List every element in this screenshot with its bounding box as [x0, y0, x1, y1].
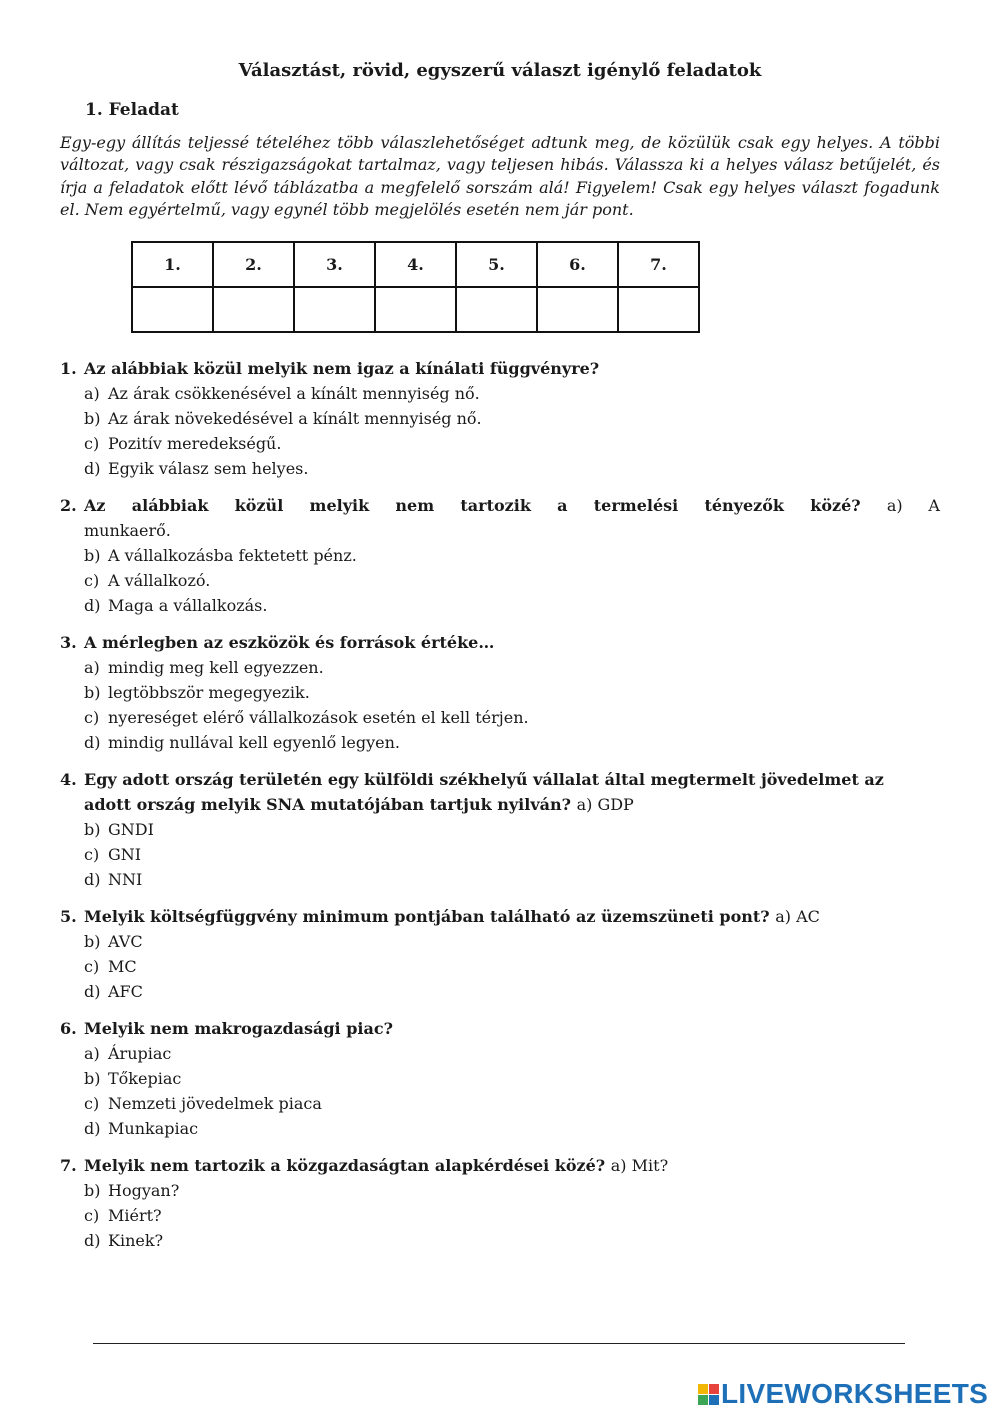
option-letter: c)	[84, 1094, 100, 1113]
answer-header-5: 5.	[456, 242, 537, 287]
logo-square-icon	[709, 1395, 719, 1405]
answer-header-3: 3.	[294, 242, 375, 287]
option-text: Kinek?	[108, 1231, 164, 1250]
option-text: Maga a vállalkozás.	[108, 596, 268, 615]
option-d	[60, 593, 940, 618]
inline-option-a: a) A	[886, 496, 940, 515]
option-letter: d)	[84, 596, 101, 615]
question-6	[60, 1016, 940, 1141]
answer-table-header-row	[132, 242, 699, 287]
answer-header-1: 1.	[132, 242, 213, 287]
option-letter: c)	[84, 1206, 100, 1225]
option-d	[60, 730, 940, 755]
option-letter: c)	[84, 571, 100, 590]
option-letter: c)	[84, 957, 100, 976]
task-heading: 1. Feladat	[85, 100, 179, 120]
option-c	[60, 842, 940, 867]
logo-square-icon	[698, 1395, 708, 1405]
question-text	[84, 767, 940, 817]
option-c	[60, 431, 940, 456]
question-5	[60, 904, 940, 1004]
question-text-main: Az alábbiak közül melyik nem tartozik a termelési tényezők közé?	[84, 496, 861, 515]
answer-cell-3[interactable]	[294, 287, 375, 332]
option-d	[60, 1228, 940, 1253]
question-text	[84, 493, 940, 518]
question-text	[84, 1153, 940, 1178]
option-c	[60, 1203, 940, 1228]
option-text: Az árak csökkenésével a kínált mennyiség nő.	[108, 384, 480, 403]
answer-table	[131, 241, 700, 333]
option-text: nyereséget elérő vállalkozások esetén el kell térjen.	[108, 708, 529, 727]
question-number: 6.	[60, 1019, 77, 1038]
option-d	[60, 1116, 940, 1141]
option-text: Nemzeti jövedelmek piaca	[108, 1094, 322, 1113]
question-number: 4.	[60, 770, 77, 789]
option-letter: a)	[84, 1044, 100, 1063]
instructions-text: Egy-egy állítás teljessé tételéhez több válaszlehetőséget adtunk meg, de közülük csak egy helyes. A többi változat, vagy csak részigazságokat tartalmaz, vagy teljesen hibás. Válassza ki a helyes válasz betűjelét, és írja a feladatok előtt lévő táblázatba a megfelelő sorszám alá! Figyelem! Csak egy helyes választ fogadunk el. Nem egyértelmű, vagy egynél több megjelölés esetén nem jár pont.	[60, 133, 940, 219]
question-text-main: Melyik nem tartozik a közgazdaságtan alapkérdései közé?	[84, 1156, 606, 1175]
option-text: GNI	[108, 845, 142, 864]
option-text: A vállalkozásba fektetett pénz.	[108, 546, 357, 565]
question-number: 3.	[60, 633, 77, 652]
option-letter: d)	[84, 1231, 101, 1250]
question-7	[60, 1153, 940, 1253]
option-text: A vállalkozó.	[108, 571, 211, 590]
question-number: 5.	[60, 907, 77, 926]
question-2	[60, 493, 940, 618]
question-text: A mérlegben az eszközök és források értéke…	[84, 633, 495, 652]
logo-mark-icon	[698, 1384, 719, 1405]
option-letter: c)	[84, 434, 100, 453]
option-text: NNI	[108, 870, 143, 889]
question-text: Melyik nem makrogazdasági piac?	[84, 1019, 393, 1038]
option-letter: b)	[84, 683, 101, 702]
option-b	[60, 406, 940, 431]
option-text: GNDI	[108, 820, 154, 839]
option-letter: d)	[84, 459, 101, 478]
option-text: Pozitív meredekségű.	[108, 434, 282, 453]
option-letter: b)	[84, 409, 101, 428]
option-text: Tőkepiac	[108, 1069, 182, 1088]
option-c	[60, 1091, 940, 1116]
question-4	[60, 767, 940, 892]
option-b	[60, 1066, 940, 1091]
answer-cell-7[interactable]	[618, 287, 699, 332]
option-letter: c)	[84, 708, 100, 727]
answer-cell-2[interactable]	[213, 287, 294, 332]
option-a-continuation: munkaerő.	[84, 521, 171, 540]
inline-option-a: a) GDP	[576, 795, 634, 814]
footer-divider	[93, 1343, 905, 1344]
question-number: 7.	[60, 1156, 77, 1175]
answer-cell-6[interactable]	[537, 287, 618, 332]
option-text: mindig meg kell egyezzen.	[108, 658, 324, 677]
option-text: legtöbbször megegyezik.	[108, 683, 310, 702]
option-letter: b)	[84, 932, 101, 951]
answer-cell-5[interactable]	[456, 287, 537, 332]
inline-option-a: a) AC	[775, 907, 820, 926]
option-letter: b)	[84, 546, 101, 565]
option-d	[60, 456, 940, 481]
answer-header-2: 2.	[213, 242, 294, 287]
question-3	[60, 630, 940, 755]
option-letter: b)	[84, 1069, 101, 1088]
question-text-main: Melyik költségfüggvény minimum pontjában található az üzemszüneti pont?	[84, 907, 770, 926]
option-b	[60, 543, 940, 568]
option-letter: d)	[84, 982, 101, 1001]
option-text: mindig nullával kell egyenlő legyen.	[108, 733, 401, 752]
option-letter: c)	[84, 845, 100, 864]
brand-name: LIVEWORKSHEETS	[721, 1378, 989, 1409]
option-letter: d)	[84, 870, 101, 889]
question-text	[84, 904, 940, 929]
liveworksheets-logo[interactable]	[698, 1378, 988, 1410]
answer-header-6: 6.	[537, 242, 618, 287]
answer-table-input-row	[132, 287, 699, 332]
option-text: Miért?	[108, 1206, 162, 1225]
inline-option-a: a) Mit?	[610, 1156, 669, 1175]
option-c	[60, 568, 940, 593]
option-c	[60, 705, 940, 730]
question-text-main: Egy adott ország területén egy külföldi székhelyű vállalat által megtermelt jövedelmet az	[84, 770, 884, 789]
question-number: 2.	[60, 496, 77, 515]
logo-square-icon	[698, 1384, 708, 1394]
option-b	[60, 1178, 940, 1203]
option-d	[60, 867, 940, 892]
option-b	[60, 929, 940, 954]
option-text: AFC	[108, 982, 143, 1001]
option-a	[60, 1041, 940, 1066]
option-a	[60, 381, 940, 406]
page-title: Választást, rövid, egyszerű választ igénylő feladatok	[238, 60, 762, 81]
question-text-continued: adott ország melyik SNA mutatójában tartjuk nyilván?	[84, 795, 571, 814]
question-list	[60, 356, 940, 1265]
answer-header-4: 4.	[375, 242, 456, 287]
option-text: Hogyan?	[108, 1181, 180, 1200]
option-d	[60, 979, 940, 1004]
question-number: 1.	[60, 359, 77, 378]
option-letter: a)	[84, 384, 100, 403]
answer-cell-1[interactable]	[132, 287, 213, 332]
option-text: Egyik válasz sem helyes.	[108, 459, 309, 478]
option-b	[60, 817, 940, 842]
option-letter: b)	[84, 1181, 101, 1200]
answer-cell-4[interactable]	[375, 287, 456, 332]
option-letter: d)	[84, 1119, 101, 1138]
option-c	[60, 954, 940, 979]
logo-square-icon	[709, 1384, 719, 1394]
option-letter: a)	[84, 658, 100, 677]
question-1	[60, 356, 940, 481]
option-a	[60, 655, 940, 680]
option-text: Az árak növekedésével a kínált mennyiség nő.	[108, 409, 482, 428]
option-text: AVC	[108, 932, 143, 951]
option-b	[60, 680, 940, 705]
option-text: MC	[108, 957, 137, 976]
answer-header-7: 7.	[618, 242, 699, 287]
option-letter: d)	[84, 733, 101, 752]
option-letter: b)	[84, 820, 101, 839]
question-text: Az alábbiak közül melyik nem igaz a kínálati függvényre?	[84, 359, 600, 378]
option-text: Árupiac	[108, 1044, 172, 1063]
option-text: Munkapiac	[108, 1119, 199, 1138]
